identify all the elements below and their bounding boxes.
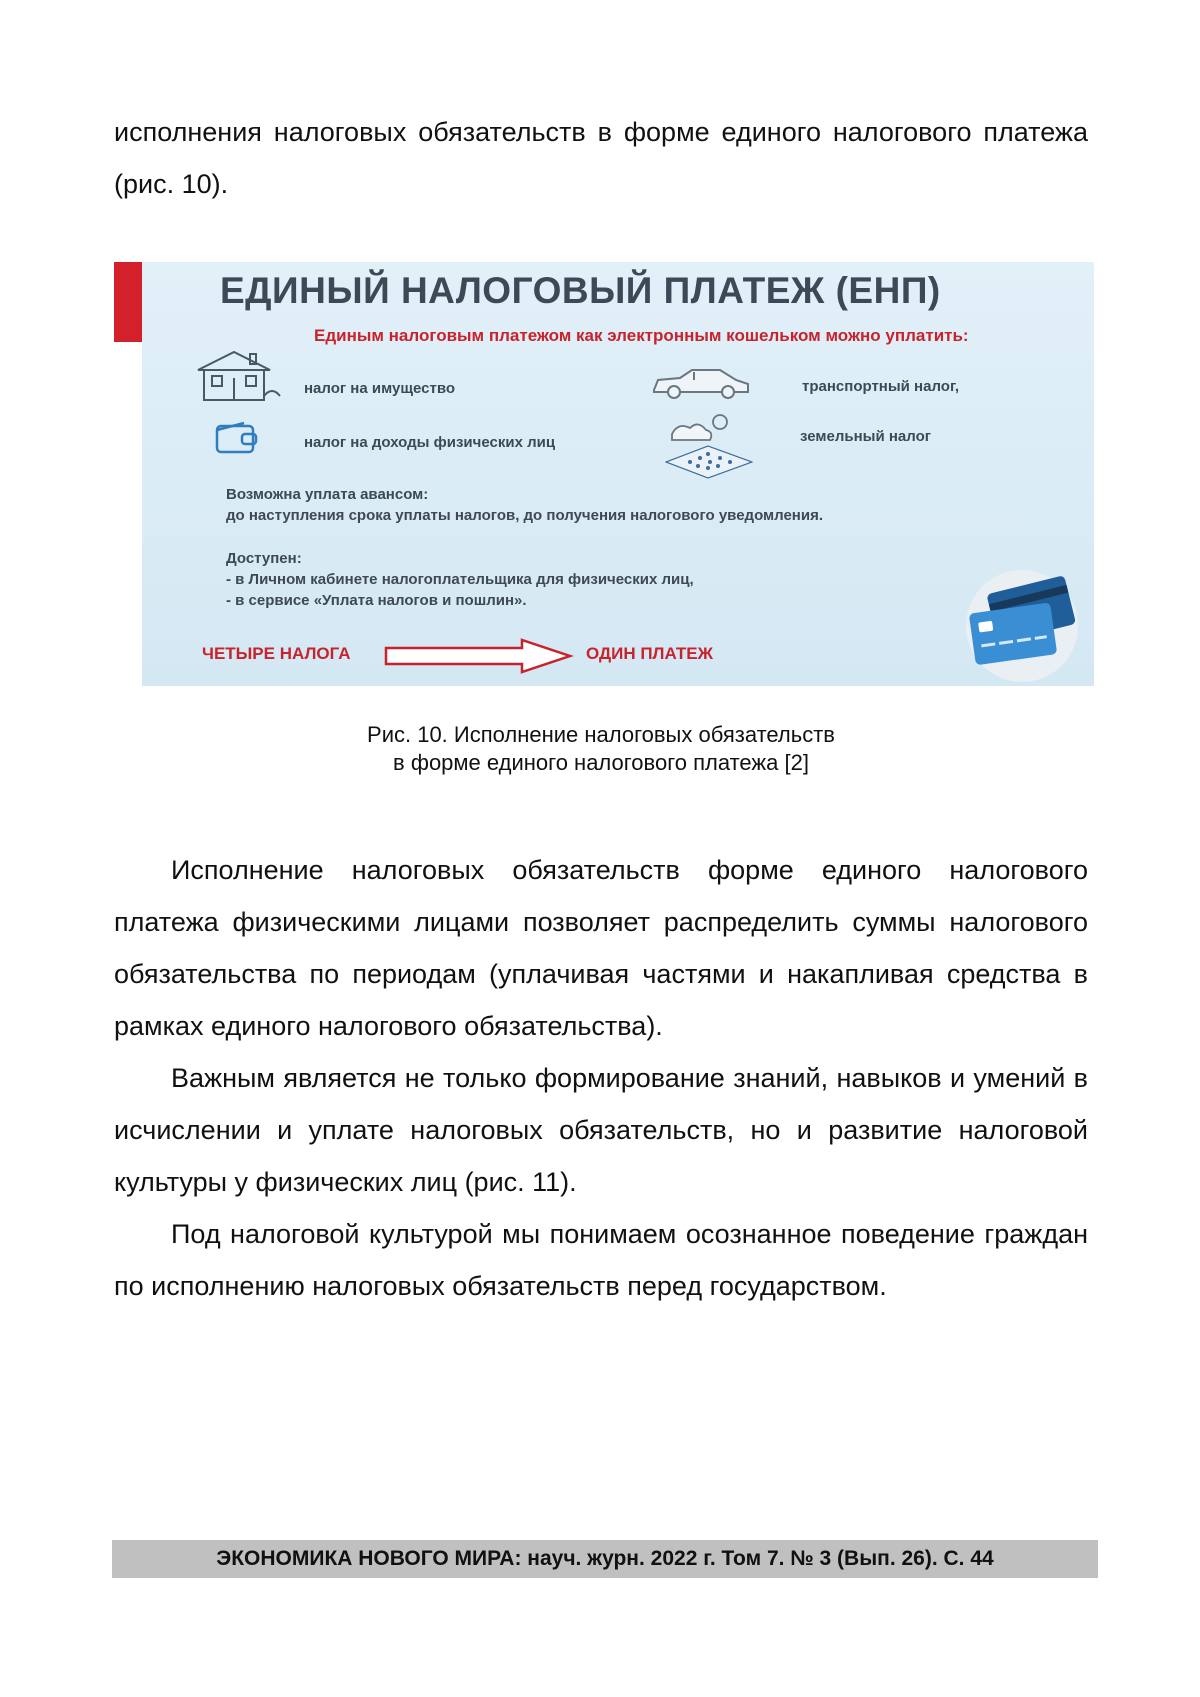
advance-line-1: Возможна уплата авансом: — [226, 486, 429, 503]
one-payment-label: ОДИН ПЛАТЕЖ — [586, 644, 713, 663]
figure-subtitle: Единым налоговым платежом как электронным кошельком можно уплатить: — [314, 326, 969, 345]
journal-footer: ЭКОНОМИКА НОВОГО МИРА: науч. журн. 2022 г. Том 7. № 3 (Вып. 26). С. 44 — [112, 1540, 1098, 1578]
item-property-tax: налог на имущество — [304, 380, 456, 397]
intro-paragraph: исполнения налоговых обязательств в форме единого налогового платежа (рис. 10). — [114, 117, 1088, 199]
available-line-3: - в сервисе «Уплата налогов и пошлин». — [226, 592, 527, 609]
item-income-tax: налог на доходы физических лиц — [304, 434, 556, 451]
advance-line-2: до наступления срока уплаты налогов, до получения налогового уведомления. — [226, 507, 824, 524]
item-transport-tax: транспортный налог, — [802, 378, 960, 395]
body-paragraph-3: Под налоговой культурой мы понимаем осознанное поведение граждан по исполнению налоговых обязательств перед государством. — [114, 1219, 1088, 1301]
advance-block — [226, 484, 823, 526]
available-line-1: Доступен: — [226, 550, 302, 567]
four-taxes-label: ЧЕТЫРЕ НАЛОГА — [202, 644, 351, 663]
land-plot-icon — [660, 410, 758, 480]
figure-title: ЕДИНЫЙ НАЛОГОВЫЙ ПЛАТЕЖ (ЕНП) — [220, 270, 941, 311]
figure-enp — [114, 262, 1094, 686]
arrow-right-icon — [384, 638, 574, 674]
body-paragraph-2: Важным является не только формирование знаний, навыков и умений в исчислении и уплате налоговых обязательств, но и развитие налоговой культуры у физических лиц (рис. 11). — [114, 1063, 1088, 1197]
item-land-tax: земельный налог — [800, 428, 931, 445]
available-line-2: - в Личном кабинете налогоплательщика для физических лиц, — [226, 571, 694, 588]
house-icon — [194, 348, 286, 404]
figure-panel — [142, 262, 1094, 686]
caption-line-2: в форме единого налогового платежа [2] — [393, 750, 809, 775]
bank-cards-icon — [952, 562, 1092, 682]
available-block — [226, 548, 694, 611]
car-icon — [650, 366, 752, 400]
body-paragraph-1: Исполнение налоговых обязательств форме единого налогового платежа физическими лицами позволяет распределить суммы налогового обязательства по периодам (уплачивая частями и накапливая средства в рамках единого налогового обязательства). — [114, 855, 1088, 1041]
wallet-icon — [214, 420, 260, 456]
caption-line-1: Рис. 10. Исполнение налоговых обязательств — [367, 722, 835, 747]
figure-red-accent-bar — [114, 262, 142, 342]
figure-caption — [114, 721, 1088, 777]
